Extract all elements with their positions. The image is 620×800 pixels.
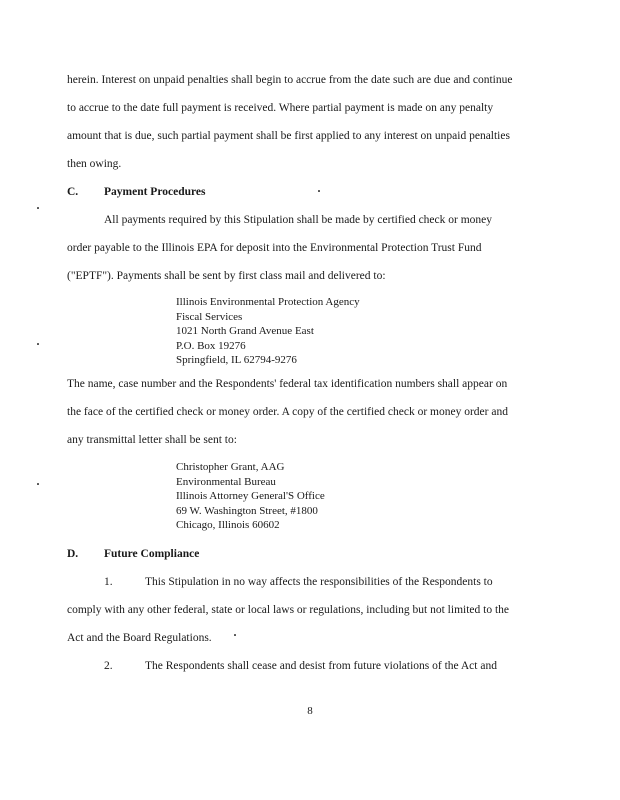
section-d-title: Future Compliance: [104, 548, 200, 560]
section-c-label: C.: [67, 186, 79, 198]
intro-line-4: then owing.: [67, 158, 122, 170]
item-1-number: 1.: [104, 576, 113, 588]
section-c-para-line-1: All payments required by this Stipulation shall be made by certified check or money: [104, 214, 493, 226]
section-d-label: D.: [67, 548, 79, 560]
address-line: Christopher Grant, AAG: [176, 461, 285, 473]
address-attorney-general: [176, 460, 325, 533]
section-c-para2-line-2: the face of the certified check or money order. A copy of the certified check or money order and: [67, 406, 508, 418]
address-line: Fiscal Services: [176, 310, 243, 323]
section-c-para-line-3: ("EPTF"). Payments shall be sent by first class mail and delivered to:: [67, 270, 386, 282]
address-line: Illinois Attorney General'S Office: [176, 490, 325, 502]
address-line: Chicago, Illinois 60602: [176, 519, 280, 531]
section-c-para2-line-3: any transmittal letter shall be sent to:: [67, 434, 237, 446]
scan-speck: [37, 483, 39, 485]
address-line: Environmental Bureau: [176, 475, 276, 488]
intro-line-3: amount that is due, such partial payment shall be first applied to any interest on unpaid penalties: [67, 130, 510, 142]
scan-speck: [37, 207, 39, 209]
address-line: Illinois Environmental Protection Agency: [176, 296, 360, 308]
scan-speck: [234, 634, 236, 636]
scan-speck: [37, 343, 39, 345]
item-2-first-line: The Respondents shall cease and desist from future violations of the Act and: [145, 660, 497, 672]
item-1-first-line: This Stipulation in no way affects the responsibilities of the Respondents to: [145, 576, 493, 588]
address-line: 1021 North Grand Avenue East: [176, 325, 314, 337]
address-line: 69 W. Washington Street, #1800: [176, 504, 318, 517]
item-1-line-2: comply with any other federal, state or local laws or regulations, including but not limited to the: [67, 604, 510, 616]
section-c-para-line-2: order payable to the Illinois EPA for deposit into the Environmental Protection Trust Fund: [67, 242, 482, 254]
address-line: Springfield, IL 62794-9276: [176, 354, 297, 366]
intro-line-1: herein. Interest on unpaid penalties shall begin to accrue from the date such are due and continue: [67, 74, 513, 86]
section-c-title: Payment Procedures: [104, 186, 206, 198]
intro-line-2: to accrue to the date full payment is received. Where partial payment is made on any penalty: [67, 102, 494, 114]
page-number: 8: [307, 705, 313, 717]
address-illinois-epa: [176, 295, 360, 368]
item-2-number: 2.: [104, 660, 113, 672]
scan-speck: [318, 190, 320, 192]
section-c-para2-line-1: The name, case number and the Respondents' federal tax identification numbers shall appear on: [67, 378, 508, 390]
address-line: P.O. Box 19276: [176, 339, 246, 352]
item-1-line-3: Act and the Board Regulations.: [67, 632, 212, 644]
